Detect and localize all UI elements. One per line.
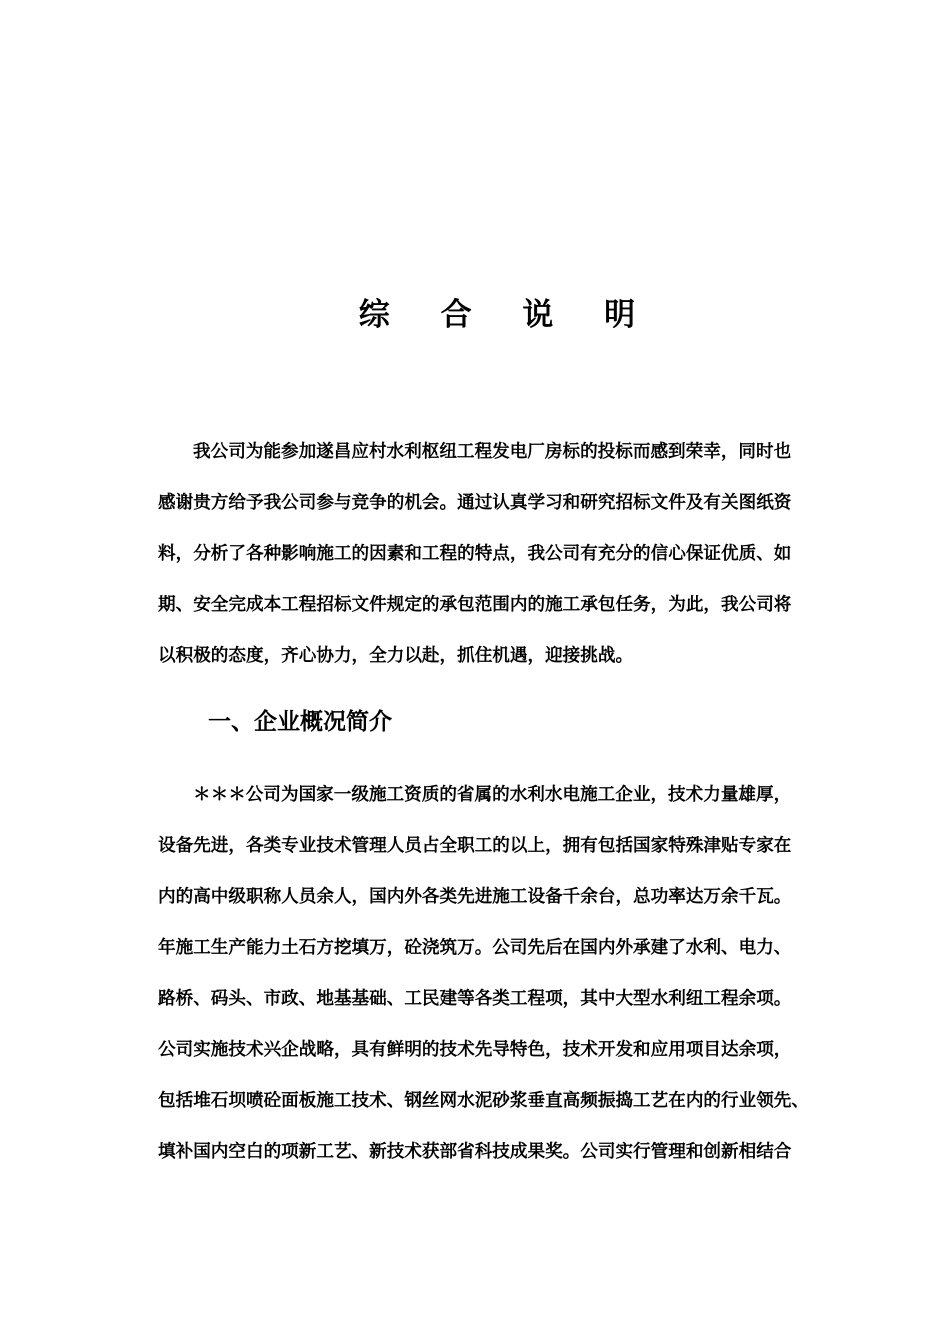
paragraph-line: 以积极的态度，齐心协力，全力以赴，抓住机遇，迎接挑战。 (158, 645, 634, 666)
paragraph-line: 公司实施技术兴企战略，具有鲜明的技术先导特色，技术开发和应用项目达余项， (158, 1039, 792, 1060)
paragraph-line: 填补国内空白的项新工艺、新技术获部省科技成果奖。公司实行管理和创新相结合 (158, 1141, 792, 1162)
paragraph-line: 设备先进，各类专业技术管理人员占全职工的以上，拥有包括国家特殊津贴专家在 (158, 835, 792, 856)
paragraph-line: ＊＊＊公司为国家一级施工资质的省属的水利水电施工企业，技术力量雄厚， (193, 784, 792, 805)
paragraph-line: 感谢贵方给予我公司参与竞争的机会。通过认真学习和研究招标文件及有关图纸资 (158, 492, 792, 513)
paragraph-line: 料，分析了各种影响施工的因素和工程的特点，我公司有充分的信心保证优质、如 (158, 543, 792, 564)
company-overview-paragraph (158, 769, 862, 1177)
intro-paragraph (158, 426, 862, 681)
section-heading: 一、企业概况简介 (208, 708, 392, 735)
paragraph-line: 包括堆石坝喷砼面板施工技术、钢丝网水泥砂浆垂直高频振捣工艺在内的行业领先、 (158, 1090, 809, 1111)
paragraph-line: 我公司为能参加遂昌应村水利枢纽工程发电厂房标的投标而感到荣幸，同时也 (193, 441, 792, 462)
document-title: 综 合 说 明 (358, 297, 656, 333)
paragraph-line: 路桥、码头、市政、地基基础、工民建等各类工程项，其中大型水利纽工程余项。 (158, 988, 792, 1009)
paragraph-line: 期、安全完成本工程招标文件规定的承包范围内的施工承包任务，为此，我公司将 (158, 594, 792, 615)
paragraph-line: 年施工生产能力土石方挖填万，砼浇筑万。公司先后在国内外承建了水利、电力、 (158, 937, 792, 958)
paragraph-line: 内的高中级职称人员余人，国内外各类先进施工设备千余台，总功率达万余千瓦。 (158, 886, 792, 907)
